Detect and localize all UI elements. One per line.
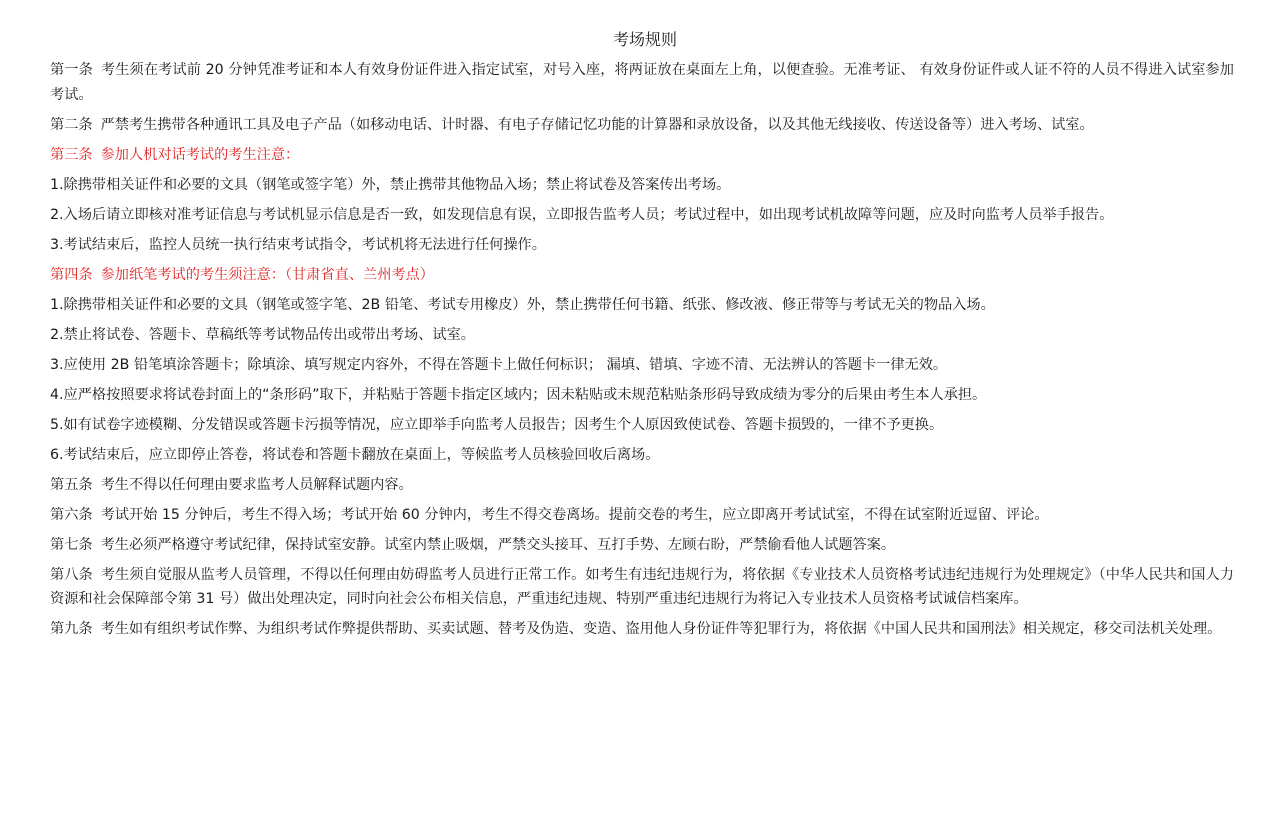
- rule-text: 考试开始 15 分钟后，考生不得入场；考试开始 60 分钟内，考生不得交卷离场。提前交卷的考生，应立即离开考试试室，不得在试室附近逗留、评论。: [100, 506, 1049, 523]
- rule-text: 6.考试结束后，应立即停止答卷，将试卷和答题卡翻放在桌面上，等候监考人员核验回收后离场。: [50, 446, 660, 463]
- rule-text: 考生如有组织考试作弊、为组织考试作弊提供帮助、买卖试题、替考及伪造、变造、盗用他人身份证件等犯罪行为，将依据《中国人民共和国刑法》相关规定，移交司法机关处理。: [100, 621, 1222, 638]
- article-number: 第八条: [50, 566, 93, 583]
- rule-text: 5.如有试卷字迹模糊、分发错误或答题卡污损等情况，应立即举手向监考人员报告；因考生个人原因致使试卷、答题卡损毁的，一律不予更换。: [50, 416, 944, 433]
- rule-article: [50, 58, 1234, 107]
- rule-text: 考生必须严格遵守考试纪律，保持试室安静。试室内禁止吸烟，严禁交头接耳、互打手势、左顾右盼，严禁偷看他人试题答案。: [100, 536, 896, 553]
- rule-sub-item: [50, 173, 1234, 198]
- article-number: 第二条: [50, 116, 93, 133]
- rule-text: 考生不得以任何理由要求监考人员解释试题内容。: [100, 476, 413, 493]
- rule-article: [50, 263, 1234, 288]
- article-number: 第七条: [50, 536, 93, 553]
- rules-body: [50, 58, 1234, 642]
- rule-text: 4.应严格按照要求将试卷封面上的“条形码”取下，并粘贴于答题卡指定区域内；因未粘贴或未规范粘贴条形码导致成绩为零分的后果由考生本人承担。: [50, 386, 987, 403]
- rule-text: 考生须在考试前 20 分钟凭准考证和本人有效身份证件进入指定试室，对号入座，将两证放在桌面左上角，以便查验。无准考证、 有效身份证件或人证不符的人员不得进入试室参加考试。: [50, 62, 1234, 103]
- rule-article: [50, 113, 1234, 138]
- rule-article: [50, 563, 1234, 612]
- rule-sub-item: [50, 323, 1234, 348]
- rule-text: 2.入场后请立即核对准考证信息与考试机显示信息是否一致，如发现信息有误，立即报告监考人员；考试过程中，如出现考试机故障等问题，应及时向监考人员举手报告。: [50, 206, 1114, 223]
- rule-text: 参加纸笔考试的考生须注意：（甘肃省直、兰州考点）: [100, 266, 434, 283]
- rule-sub-item: [50, 413, 1234, 438]
- rule-sub-item: [50, 353, 1234, 378]
- article-number: 第一条: [50, 62, 93, 78]
- article-number: 第六条: [50, 506, 93, 523]
- rule-text: 1.除携带相关证件和必要的文具（钢笔或签字笔）外，禁止携带其他物品入场；禁止将试卷及答案传出考场。: [50, 176, 731, 193]
- rule-article: [50, 617, 1234, 642]
- rule-text: 2.禁止将试卷、答题卡、草稿纸等考试物品传出或带出考场、试室。: [50, 326, 475, 343]
- rule-sub-item: [50, 293, 1234, 318]
- rule-text: 1.除携带相关证件和必要的文具（钢笔或签字笔、2B 铅笔、考试专用橡皮）外，禁止携带任何书籍、纸张、修改液、修正带等与考试无关的物品入场。: [50, 296, 995, 313]
- rule-sub-item: [50, 203, 1234, 228]
- article-number: 第三条: [50, 146, 93, 163]
- rule-text: 参加人机对话考试的考生注意：: [100, 146, 300, 163]
- rule-article: [50, 143, 1234, 168]
- article-number: 第九条: [50, 621, 93, 638]
- rule-sub-item: [50, 233, 1234, 258]
- rule-sub-item: [50, 383, 1234, 408]
- rule-sub-item: [50, 443, 1234, 468]
- rule-text: 3.考试结束后，监控人员统一执行结束考试指令，考试机将无法进行任何操作。: [50, 236, 546, 253]
- article-number: 第五条: [50, 476, 93, 493]
- rule-text: 严禁考生携带各种通讯工具及电子产品（如移动电话、计时器、有电子存储记忆功能的计算器和录放设备，以及其他无线接收、传送设备等）进入考场、试室。: [100, 116, 1094, 133]
- rule-article: [50, 503, 1234, 528]
- rule-article: [50, 533, 1234, 558]
- article-number: 第四条: [50, 266, 93, 283]
- document-title: 考场规则: [612, 30, 677, 49]
- rule-article: [50, 473, 1234, 498]
- rule-text: 3.应使用 2B 铅笔填涂答题卡；除填涂、填写规定内容外，不得在答题卡上做任何标识； 漏填、错填、字迹不清、无法辨认的答题卡一律无效。: [50, 356, 948, 373]
- rule-text: 考生须自觉服从监考人员管理，不得以任何理由妨碍监考人员进行正常工作。如考生有违纪违规行为，将依据《专业技术人员资格考试违纪违规行为处理规定》（中华人民共和国人力资源和社会保障部令第 31 号）做出处理决定，同时向社会公布相关信息，严重违纪违规、特别严重违纪违规行为将记入专业技术人员资格考试诚信档案库。: [50, 566, 1234, 608]
